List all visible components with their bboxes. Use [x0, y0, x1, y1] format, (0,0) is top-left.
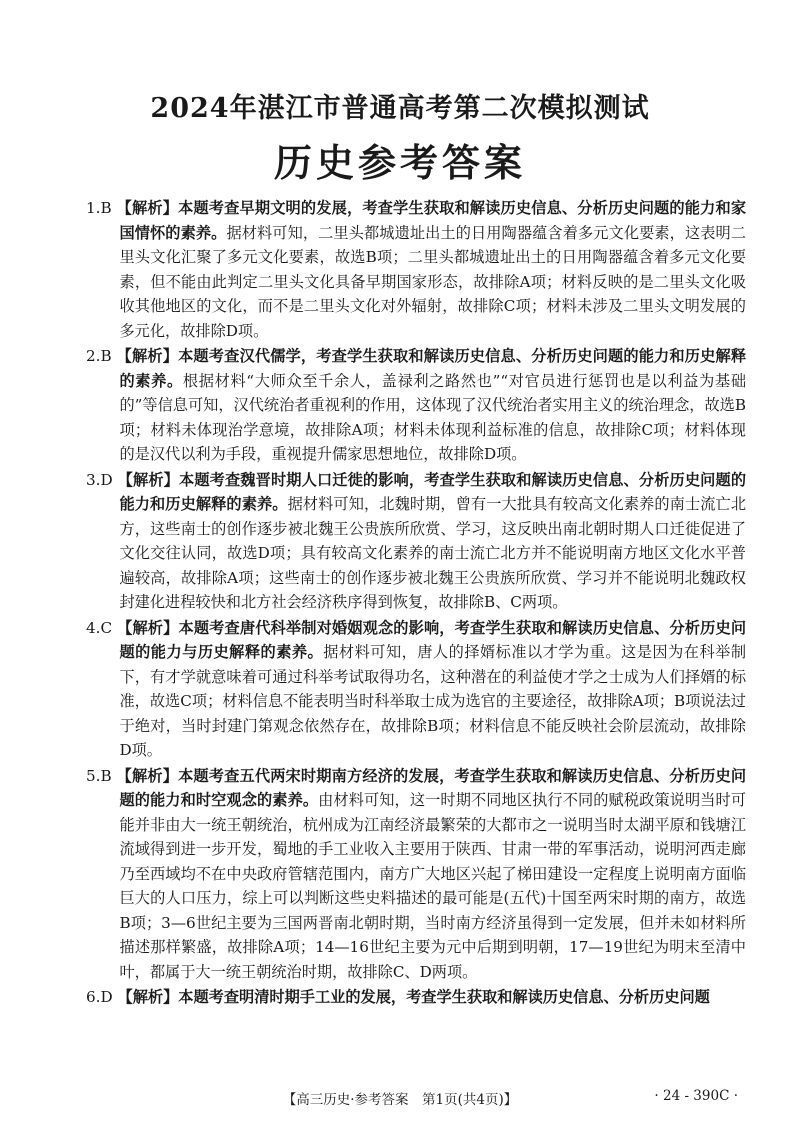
answer-body: 据材料可知，二里头都城遗址出土的日用陶器蕴含着多元文化要素，这表明二里头文化汇聚了多元文化要素，故选B项；二里头都城遗址出土的日用陶器蕴含着多元文化要素，但不能由此判定二里头文化具备早期国家形态，故排除A项；材料反映的是二里头文化吸收其他地区的文化，而不是二里头文化对外辐射，故排除C项；材料未涉及二里头文明发展的多元化，故排除D项。 — [119, 223, 747, 340]
answer-item-5 — [86, 764, 746, 985]
footer-page-info: 【高三历史·参考答案 第1页(共4页)】 — [282, 1092, 518, 1108]
document-subtitle: 历史参考答案 — [273, 140, 526, 185]
answer-intro: 本题考查唐代科举制对婚姻观念的影响，考查学生获取和解读历史信息、分析历史问题的能力与历史解释的素养。 — [119, 618, 747, 661]
analysis-tag: 【解析】 — [117, 988, 179, 1006]
answer-item-1 — [86, 196, 746, 343]
answer-body: 据材料可知，北魏时期，曾有一大批具有较高文化素养的南士流亡北方，这些南士的创作逐步被北魏王公贵族所欣赏、学习，这反映出南北朝时期人口迁徙促进了文化交往认同，故选D项；具有较高文化素养的南士流亡北方并不能说明南方地区文化水平普遍较高，故排除A项；这些南士的创作逐步被北魏王公贵族所欣赏、学习并不能说明北魏政权封建化进程较快和北方社会经济秩序得到恢复，故排除B、C两项。 — [119, 495, 747, 611]
answer-intro: 本题考查明清时期手工业的发展，考查学生获取和解读历史信息、分析历史问题 — [178, 988, 710, 1006]
answer-number: 4.C — [86, 618, 113, 637]
answer-intro: 本题考查早期文明的发展，考查学生获取和解读历史信息、分析历史问题的能力和家国情怀的素养。 — [119, 199, 747, 242]
answer-item-6 — [86, 985, 746, 1010]
answer-number: 5.B — [86, 766, 112, 785]
answer-body: 根据材料“大师众至千余人，盖禄利之路然也”“对官员进行惩罚也是以利益为基础的”等信息可知，汉代统治者重视利的作用，这体现了汉代统治者实用主义的统治理念，故选B项；材料未体现治学意境，故排除A项；材料未体现利益标准的信息，故排除C项；材料体现的是汉代以利为手段，重视提升儒家思想地位，故排除D项。 — [119, 371, 747, 463]
analysis-tag: 【解析】 — [116, 347, 179, 365]
exam-title: 2024年湛江市普通高考第二次模拟测试 — [150, 93, 650, 124]
page-footer — [0, 1088, 800, 1112]
answer-body: 据材料可知，唐人的择婿标准以才学为重。这是因为在科举制下，有才学就意味着可通过科举考试取得功名，这种潜在的利益使才学之士成为人们择婿的标准，故选C项；材料信息不能表明当时科举取士成为选官的主要途径，故排除A项；B项说法过于绝对，当时封建门第观念依然存在，故排除B项；材料信息不能反映社会阶层流动，故排除D项。 — [119, 643, 747, 759]
answer-intro: 本题考查魏晋时期人口迁徙的影响，考查学生获取和解读历史信息、分析历史问题的能力和历史解释的素养。 — [119, 470, 747, 513]
answer-number: 6.D — [86, 988, 113, 1006]
answer-item-4 — [86, 616, 746, 763]
footer-code: · 24 - 390C · — [654, 1088, 738, 1104]
answer-number: 1.B — [86, 199, 112, 217]
answer-body: 由材料可知，这一时期不同地区执行不同的赋税政策说明当时可能并非由大一统王朝统治，杭州成为江南经济最繁荣的大都市之一说明当时太湖平原和钱塘江流域得到进一步开发，蜀地的手工业收入主要用于陕西、甘肃一带的军事活动，说明河西走廊乃至西域均不在中央政府管辖范围内，南方广大地区兴起了梯田建设一定程度上说明南方面临巨大的人口压力，综上可以判断这些史料描述的最可能是(五代)十国至两宋时期的南方，故选B项；3—6世纪主要为三国两晋南北朝时期，当时南方经济虽得到一定发展，但并未如材料所描述那样繁盛，故排除A项；14—16世纪主要为元中后期到明朝，17—19世纪为明末至清中叶，都属于大一统王朝统治时期，故排除C、D两项。 — [119, 791, 747, 981]
answer-number: 2.B — [86, 347, 112, 365]
answer-item-3 — [86, 468, 746, 615]
answer-intro: 本题考查五代两宋时期南方经济的发展，考查学生获取和解读历史信息、分析历史问题的能力和时空观念的素养。 — [119, 766, 747, 809]
answer-list — [86, 196, 746, 1011]
analysis-tag: 【解析】 — [116, 199, 179, 217]
answer-number: 3.D — [86, 470, 113, 489]
analysis-tag: 【解析】 — [117, 618, 179, 637]
answer-item-2 — [86, 344, 746, 467]
analysis-tag: 【解析】 — [116, 766, 179, 785]
analysis-tag: 【解析】 — [117, 470, 179, 489]
answer-intro: 本题考查汉代儒学，考查学生获取和解读历史信息、分析历史问题的能力和历史解释的素养。 — [119, 347, 747, 390]
